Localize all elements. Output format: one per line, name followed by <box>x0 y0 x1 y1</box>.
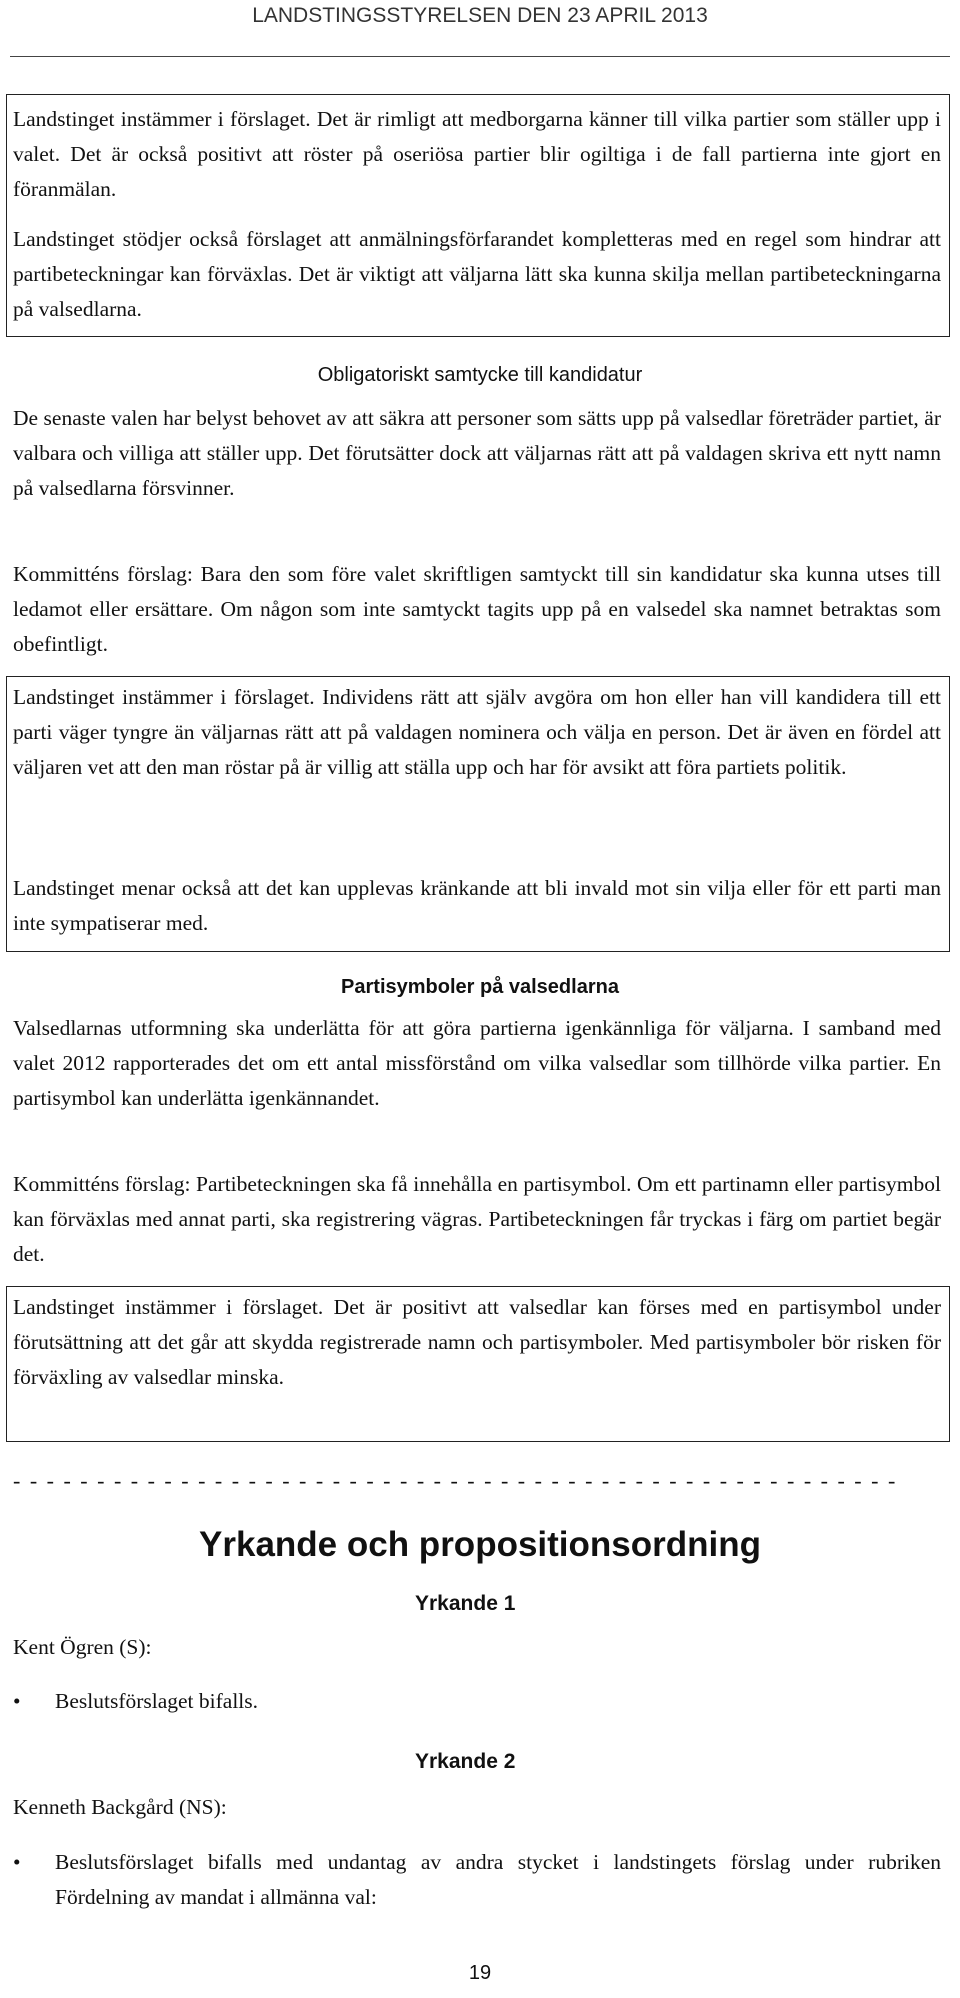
section-heading-party-symbols: Partisymboler på valsedlarna <box>341 976 619 998</box>
box2-paragraph-2: Landstinget menar också att det kan upplevas kränkande att bli invald mot sin vilja eller för ett parti man inte sympatiserar med. <box>13 876 941 935</box>
header-rule <box>10 56 950 57</box>
bullet-icon: • <box>13 1689 21 1713</box>
proposal-1-speaker: Kent Ögren (S): <box>13 1635 152 1659</box>
proposal-2-text: Beslutsförslaget bifalls med undantag av andra stycket i landstingets förslag under rubriken Fördelning av mandat i allmänna val: <box>55 1850 941 1909</box>
proposals-heading: Yrkande och propositionsordning <box>199 1525 761 1564</box>
proposal-2-label: Yrkande 2 <box>415 1750 516 1773</box>
box1-paragraph-2: Landstinget stödjer också förslaget att anmälningsförfarandet kompletteras med en regel som hindrar att partibeteckningar kan förväxlas. Det är viktigt att väljarna lätt ska kunna skilja mellan partibeteckningarna på valsedlarna. <box>13 227 941 321</box>
page-header: LANDSTINGSSTYRELSEN DEN 23 APRIL 2013 <box>252 4 708 27</box>
section1-paragraph-1: De senaste valen har belyst behovet av att säkra att personer som sätts upp på valsedlar företräder partiet, är valbara och villiga att ställer upp. Det förutsätter dock att väljarnas rätt att på valdagen skriva ett nytt namn på valsedlarna försvinner. <box>13 406 941 500</box>
box1-paragraph-1: Landstinget instämmer i förslaget. Det är rimligt att medborgarna känner till vilka partier som ställer upp i valet. Det är också positivt att röster på oseriösa partier blir ogiltiga i de fall partierna inte gjort en föranmälan. <box>13 107 941 201</box>
section1-paragraph-2: Kommitténs förslag: Bara den som före valet skriftligen samtyckt till sin kandidatur ska kunna utses till ledamot eller ersättare. Om någon som inte samtyckt tagits upp på en valsedel ska namnet betraktas som obefintligt. <box>13 562 941 656</box>
page-number: 19 <box>468 1962 492 1984</box>
bullet-icon: • <box>13 1850 21 1874</box>
proposal-1-label: Yrkande 1 <box>415 1592 516 1615</box>
section-heading-consent: Obligatoriskt samtycke till kandidatur <box>317 364 643 386</box>
proposal-1-text: Beslutsförslaget bifalls. <box>55 1689 259 1713</box>
box3-paragraph-1: Landstinget instämmer i förslaget. Det är positivt att valsedlar kan förses med en partisymbol under förutsättning att det går att skydda registrerade namn och partisymboler. Med partisymboler bör risken för förväxling av valsedlar minska. <box>13 1295 941 1389</box>
proposal-2-speaker: Kenneth Backgård (NS): <box>13 1795 227 1819</box>
section2-paragraph-2: Kommitténs förslag: Partibeteckningen ska få innehålla en partisymbol. Om ett partinamn eller partisymbol kan förväxlas med annat parti, ska registrering vägras. Partibeteckningen får tryckas i färg om partiet begär det. <box>13 1172 941 1266</box>
section2-paragraph-1: Valsedlarnas utformning ska underlätta för att göra partierna igenkännliga för väljarna. I samband med valet 2012 rapporterades det om ett antal missförstånd om vilka valsedlar som tillhörde vilka partier. En partisymbol kan underlätta igenkännandet. <box>13 1016 941 1110</box>
box2-paragraph-1: Landstinget instämmer i förslaget. Individens rätt att själv avgöra om hon eller han vill kandidera till ett parti väger tyngre än väljarnas rätt att på valdagen nominera och välja en person. Det är även en fördel att väljaren vet att den man röstar på är villig att ställa upp och har för avsikt att föra partiets politik. <box>13 685 941 779</box>
dashed-separator: - - - - - - - - - - - - - - - - - - - - - - - - - - - - - - - - - - - - - - - - - - - - - - - - - - - - - <box>13 1468 898 1493</box>
